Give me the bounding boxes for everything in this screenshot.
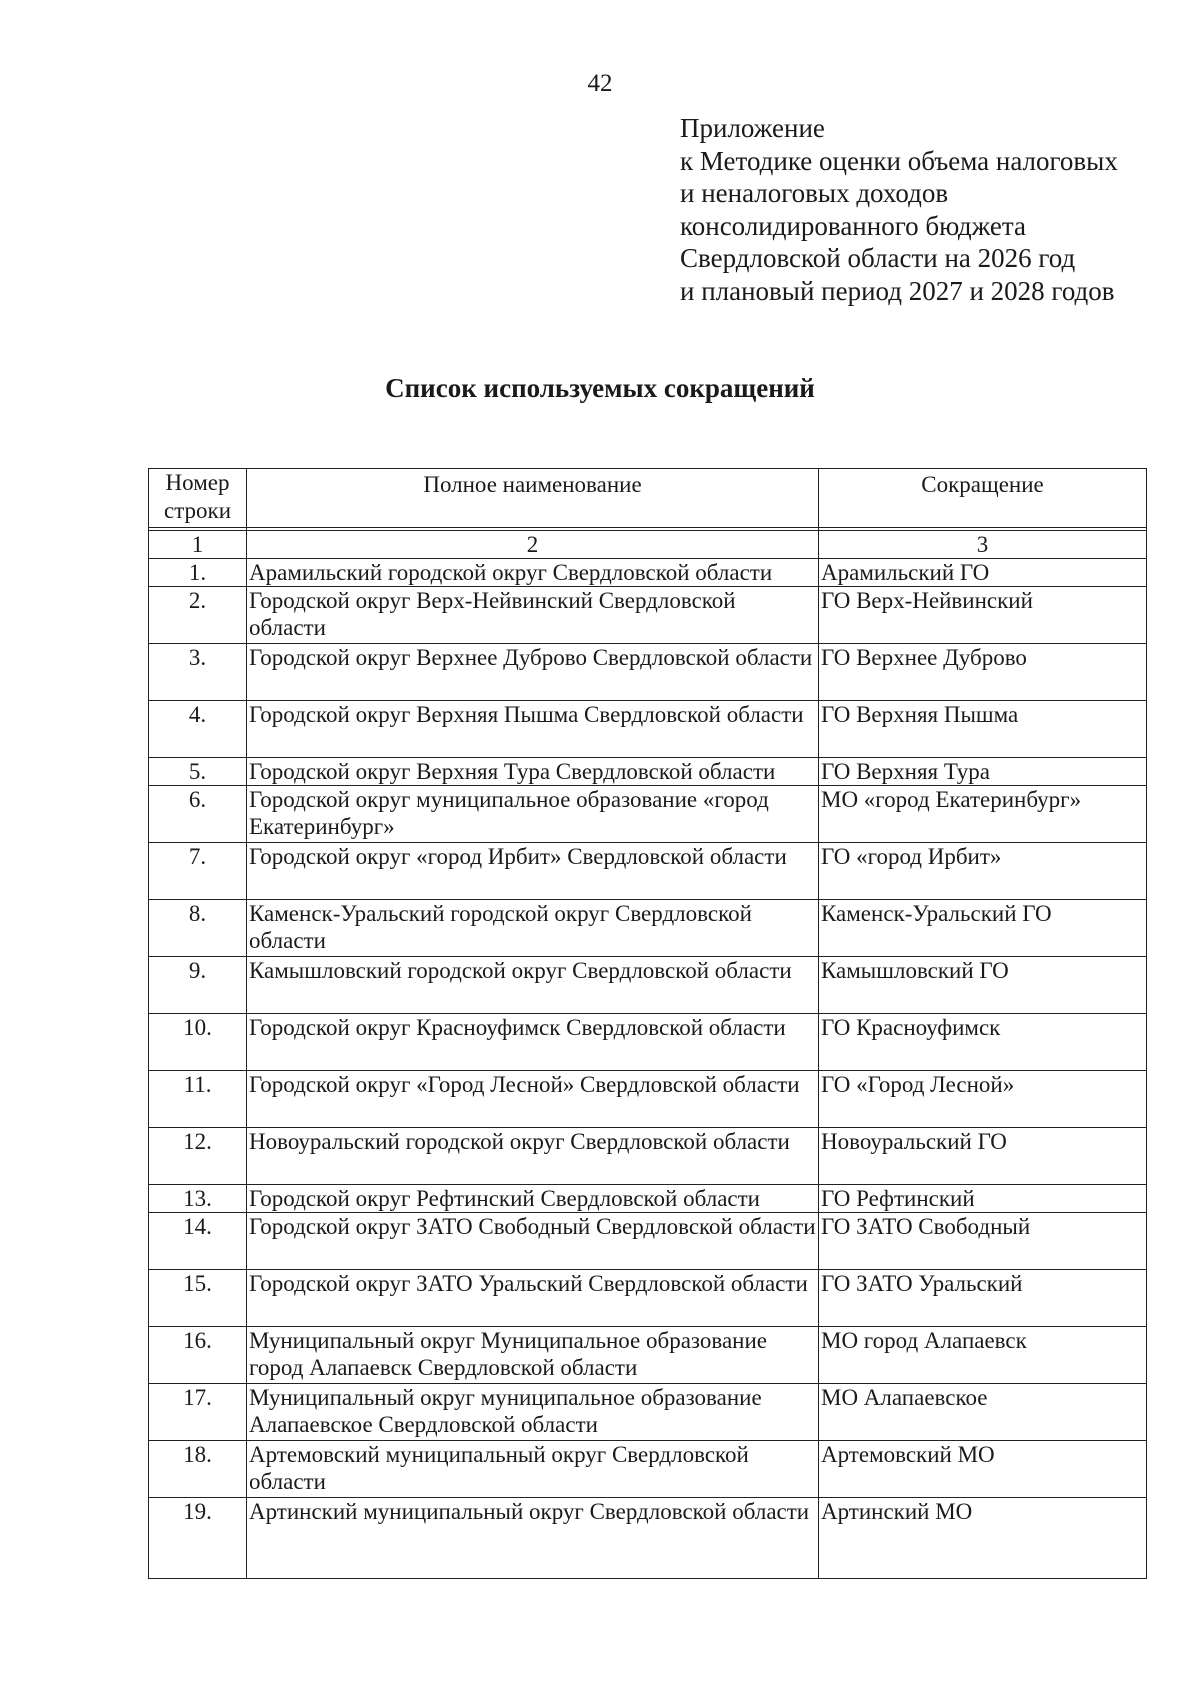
abbreviation-cell: ГО ЗАТО Уральский <box>819 1270 1147 1327</box>
column-number-row <box>149 531 1147 559</box>
row-number: 8. <box>149 900 247 957</box>
table-row <box>149 1498 1147 1579</box>
abbreviation-cell: ГО Верх-Нейвинский <box>819 587 1147 644</box>
table-row <box>149 701 1147 758</box>
row-number: 2. <box>149 587 247 644</box>
abbreviation-cell: Камышловский ГО <box>819 957 1147 1014</box>
table-row <box>149 1327 1147 1384</box>
abbreviation-cell: МО город Алапаевск <box>819 1327 1147 1384</box>
row-number: 16. <box>149 1327 247 1384</box>
document-title: Список используемых сокращений <box>385 373 815 403</box>
row-number: 13. <box>149 1185 247 1213</box>
row-number: 1. <box>149 559 247 587</box>
full-name-cell: Городской округ «город Ирбит» Свердловской области <box>247 843 819 900</box>
row-number: 7. <box>149 843 247 900</box>
full-name-cell: Городской округ Рефтинский Свердловской области <box>247 1185 819 1213</box>
header-row-number <box>149 469 247 528</box>
table-header-row <box>149 469 1147 528</box>
abbreviation-cell: Арамильский ГО <box>819 559 1147 587</box>
table-row <box>149 1014 1147 1071</box>
row-number: 10. <box>149 1014 247 1071</box>
full-name-cell: Арамильский городской округ Свердловской области <box>247 559 819 587</box>
row-number: 3. <box>149 644 247 701</box>
abbreviation-cell: ГО «город Ирбит» <box>819 843 1147 900</box>
full-name-cell: Городской округ Верх-Нейвинский Свердловской области <box>247 587 819 644</box>
full-name-cell: Городской округ муниципальное образование «город Екатеринбург» <box>247 786 819 843</box>
full-name-cell: Городской округ «Город Лесной» Свердловской области <box>247 1071 819 1128</box>
full-name-cell: Артинский муниципальный округ Свердловской области <box>247 1498 819 1579</box>
full-name-cell: Городской округ Верхняя Пышма Свердловской области <box>247 701 819 758</box>
full-name-cell: Городской округ ЗАТО Свободный Свердловской области <box>247 1213 819 1270</box>
appendix-line: и неналоговых доходов <box>680 178 949 208</box>
table-row <box>149 786 1147 843</box>
abbreviation-cell: ГО ЗАТО Свободный <box>819 1213 1147 1270</box>
full-name-cell: Камышловский городской округ Свердловской области <box>247 957 819 1014</box>
table-row <box>149 1384 1147 1441</box>
header-abbreviation: Сокращение <box>819 469 1147 528</box>
row-number: 15. <box>149 1270 247 1327</box>
row-number: 17. <box>149 1384 247 1441</box>
row-number: 14. <box>149 1213 247 1270</box>
table-row <box>149 1213 1147 1270</box>
row-number: 9. <box>149 957 247 1014</box>
table-row <box>149 900 1147 957</box>
table-row <box>149 1441 1147 1498</box>
table-row <box>149 1185 1147 1213</box>
table-row <box>149 559 1147 587</box>
table-row <box>149 1270 1147 1327</box>
row-number: 12. <box>149 1128 247 1185</box>
abbreviation-cell: Артемовский МО <box>819 1441 1147 1498</box>
abbreviation-cell: МО «город Екатеринбург» <box>819 786 1147 843</box>
full-name-cell: Городской округ Верхняя Тура Свердловской области <box>247 758 819 786</box>
table-row <box>149 843 1147 900</box>
appendix-line: Свердловской области на 2026 год <box>680 243 1076 273</box>
abbreviations-table <box>148 468 1147 1579</box>
full-name-cell: Городской округ ЗАТО Уральский Свердловской области <box>247 1270 819 1327</box>
table-row <box>149 957 1147 1014</box>
abbreviation-cell: ГО Верхнее Дуброво <box>819 644 1147 701</box>
full-name-cell: Муниципальный округ Муниципальное образование город Алапаевск Свердловской области <box>247 1327 819 1384</box>
row-number: 18. <box>149 1441 247 1498</box>
abbreviation-cell: МО Алапаевское <box>819 1384 1147 1441</box>
row-number: 6. <box>149 786 247 843</box>
full-name-cell: Городской округ Красноуфимск Свердловской области <box>247 1014 819 1071</box>
full-name-cell: Новоуральский городской округ Свердловской области <box>247 1128 819 1185</box>
abbreviation-cell: ГО «Город Лесной» <box>819 1071 1147 1128</box>
appendix-header <box>680 112 1180 307</box>
table-row <box>149 587 1147 644</box>
appendix-line: к Методике оценки объема налоговых <box>680 145 1118 176</box>
table-row <box>149 1071 1147 1128</box>
table-row <box>149 644 1147 701</box>
abbreviation-cell: ГО Верхняя Пышма <box>819 701 1147 758</box>
column-number: 2 <box>247 531 819 559</box>
abbreviation-cell: Артинский МО <box>819 1498 1147 1579</box>
abbreviation-cell: Новоуральский ГО <box>819 1128 1147 1185</box>
header-number-line2: строки <box>163 498 232 523</box>
full-name-cell: Городской округ Верхнее Дуброво Свердловской области <box>247 644 819 701</box>
row-number: 5. <box>149 758 247 786</box>
header-number-line1: Номер <box>165 470 230 495</box>
appendix-line: консолидированного бюджета <box>680 210 1027 241</box>
row-number: 11. <box>149 1071 247 1128</box>
abbreviation-cell: ГО Верхняя Тура <box>819 758 1147 786</box>
full-name-cell: Муниципальный округ муниципальное образование Алапаевское Свердловской области <box>247 1384 819 1441</box>
page-number: 42 <box>587 70 613 97</box>
column-number: 1 <box>149 531 247 559</box>
header-full-name: Полное наименование <box>247 469 819 528</box>
appendix-line: Приложение <box>680 113 825 143</box>
abbreviation-cell: ГО Рефтинский <box>819 1185 1147 1213</box>
full-name-cell: Каменск-Уральский городской округ Свердловской области <box>247 900 819 957</box>
full-name-cell: Артемовский муниципальный округ Свердловской области <box>247 1441 819 1498</box>
row-number: 4. <box>149 701 247 758</box>
table-row <box>149 1128 1147 1185</box>
table-row <box>149 758 1147 786</box>
row-number: 19. <box>149 1498 247 1579</box>
abbreviation-cell: Каменск-Уральский ГО <box>819 900 1147 957</box>
appendix-line: и плановый период 2027 и 2028 годов <box>680 275 1115 306</box>
column-number: 3 <box>819 531 1147 559</box>
abbreviation-cell: ГО Красноуфимск <box>819 1014 1147 1071</box>
